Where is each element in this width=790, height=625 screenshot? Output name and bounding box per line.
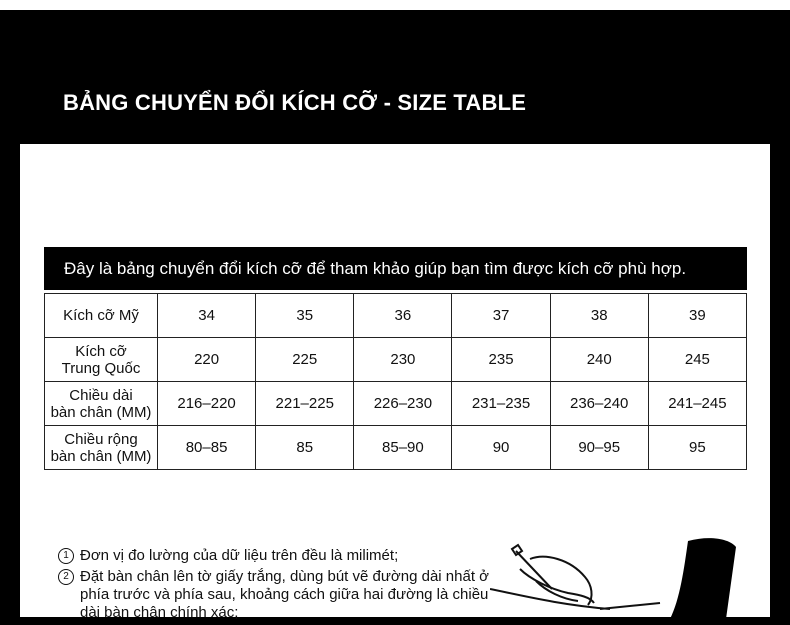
table-cell: 85–90	[354, 426, 452, 470]
note-item	[58, 547, 498, 565]
content-panel	[20, 144, 770, 621]
row-header-line: Kích cỡ Mỹ	[63, 307, 139, 324]
row-header-line: Chiều rộng	[64, 430, 138, 448]
table-cell: 38	[550, 294, 648, 338]
table-cell: 241–245	[648, 382, 746, 426]
note-text: Đặt bàn chân lên tờ giấy trắng, dùng bút vẽ đường dài nhất ở phía trước và phía sau, khoảng cách giữa hai đường là chiều dài bàn chân chính xác;	[80, 568, 489, 621]
table-cell: 90–95	[550, 426, 648, 470]
table-cell: 216–220	[158, 382, 256, 426]
table-row	[45, 426, 747, 470]
size-table	[44, 293, 747, 470]
note-item	[58, 568, 498, 622]
page-title: BẢNG CHUYỂN ĐỔI KÍCH CỠ - SIZE TABLE	[63, 90, 527, 115]
note-text: Đơn vị đo lường của dữ liệu trên đều là milimét;	[80, 547, 399, 564]
row-header	[45, 294, 158, 338]
table-cell: 221–225	[256, 382, 354, 426]
table-cell: 226–230	[354, 382, 452, 426]
circled-number: 2	[58, 569, 74, 585]
foot-silhouette	[670, 538, 736, 619]
table-cell: 34	[158, 294, 256, 338]
table-cell: 236–240	[550, 382, 648, 426]
table-cell: 235	[452, 338, 550, 382]
row-header	[45, 338, 158, 382]
table-cell: 35	[256, 294, 354, 338]
row-header-line: Trung Quốc	[61, 359, 141, 377]
top-border	[0, 0, 790, 10]
table-row	[45, 382, 747, 426]
table-row	[45, 338, 747, 382]
row-header	[45, 382, 158, 426]
row-header-line: bàn chân (MM)	[50, 447, 152, 465]
table-cell: 245	[648, 338, 746, 382]
row-header	[45, 426, 158, 470]
table-cell: 231–235	[452, 382, 550, 426]
notes-list	[58, 547, 498, 625]
foot-measuring-illustration	[490, 529, 770, 619]
table-cell: 80–85	[158, 426, 256, 470]
row-header-line: bàn chân (MM)	[50, 403, 152, 421]
circled-number: 1	[58, 548, 74, 564]
hand-with-pen-icon	[490, 545, 660, 609]
row-header-line: Kích cỡ	[75, 342, 127, 360]
table-cell: 39	[648, 294, 746, 338]
table-cell: 85	[256, 426, 354, 470]
intro-banner: Đây là bảng chuyển đổi kích cỡ để tham khảo giúp bạn tìm được kích cỡ phù hợp.	[44, 247, 747, 290]
table-cell: 90	[452, 426, 550, 470]
row-header-line: Chiều dài	[69, 386, 133, 404]
table-cell: 220	[158, 338, 256, 382]
table-cell: 95	[648, 426, 746, 470]
table-cell: 36	[354, 294, 452, 338]
table-cell: 37	[452, 294, 550, 338]
table-cell: 230	[354, 338, 452, 382]
table-cell: 240	[550, 338, 648, 382]
table-row	[45, 294, 747, 338]
table-cell: 225	[256, 338, 354, 382]
